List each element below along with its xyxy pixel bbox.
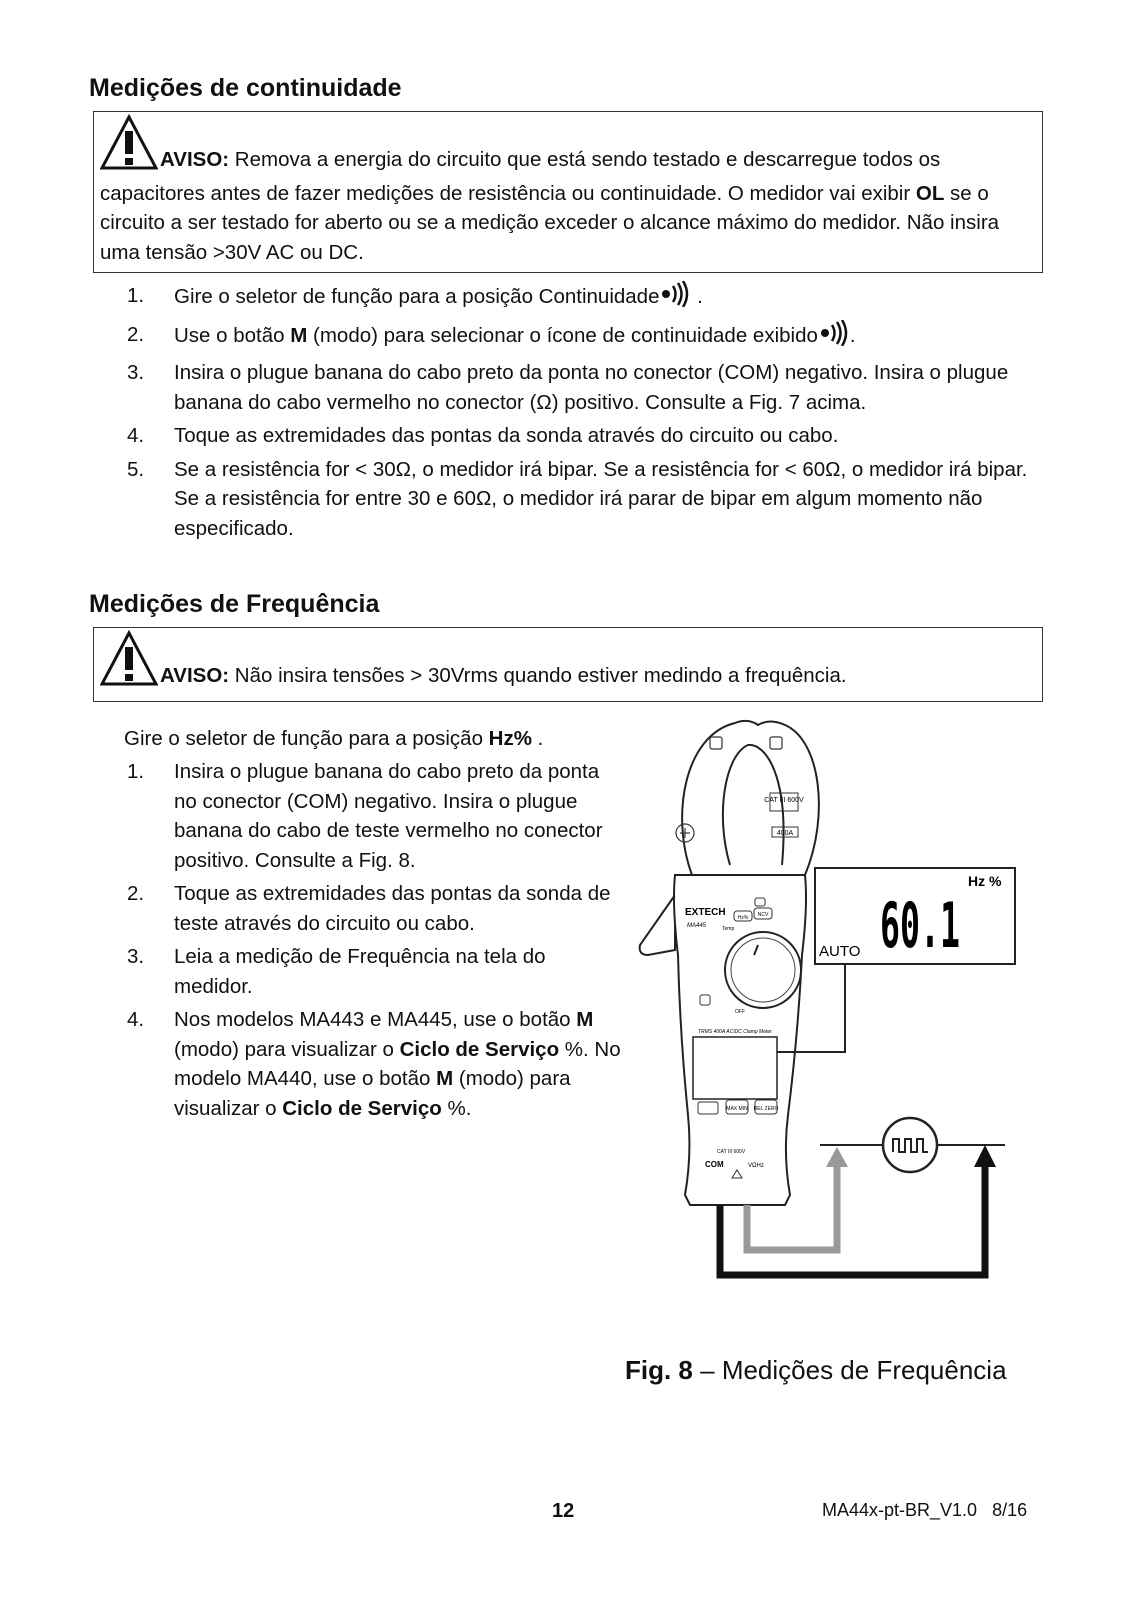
- brand-logo: EXTECH: [685, 907, 726, 918]
- figure-title: – Medições de Frequência: [692, 1355, 1007, 1385]
- step-text: Toque as extremidades das pontas da sonda através do circuito ou cabo.: [174, 424, 839, 447]
- knob-temp-label: Temp: [722, 926, 735, 932]
- amp-label: 400A: [776, 830, 794, 837]
- step-text: Gire o seletor de função para a posição Continuidade: [174, 285, 660, 308]
- figure-number: Fig. 8: [625, 1355, 693, 1385]
- lcd-value: 60.1: [880, 889, 960, 962]
- step-text: Nos modelos MA443 e MA445, use o botão M (modo) para visualizar o Ciclo de Serviço %. No modelo MA440, use o botão M (modo) para visualizar o Ciclo de Serviço %.: [174, 1008, 621, 1120]
- list-item: [92, 358, 1052, 417]
- step-text: Insira o plugue banana do cabo preto da ponta no conector (COM) negativo. Insira o plugue banana do cabo de teste vermelho no conector positivo. Consulte a Fig. 8.: [174, 760, 603, 872]
- trigger-lever: [640, 895, 675, 955]
- step-number: 2.: [127, 322, 145, 346]
- warning-text: Não insira tensões > 30Vrms quando estiver medindo a frequência.: [229, 664, 847, 687]
- step-text-mid: (modo) para selecionar o ícone de continuidade exibido: [307, 323, 818, 347]
- list-item: [92, 942, 622, 1001]
- step-text: Insira o plugue banana do cabo preto da ponta no conector (COM) negativo. Insira o plugue banana do cabo vermelho no conector (Ω) positivo. Consulte a Fig. 7 acima.: [174, 361, 1009, 414]
- section-title-continuity: Medições de continuidade: [89, 74, 402, 102]
- max-min-button: MAX MIN: [726, 1106, 748, 1112]
- list-item: [92, 1005, 622, 1123]
- ncv-button: NCV: [757, 912, 769, 918]
- list-item: [92, 879, 622, 938]
- mode-button-m: M: [290, 323, 308, 347]
- jack-positive-label: VΩHz: [748, 1163, 764, 1169]
- intro-text: Gire o seletor de função para a posição: [124, 727, 489, 750]
- clamp-meter-figure: [630, 715, 1030, 1300]
- section-title-frequency: Medições de Frequência: [89, 590, 380, 618]
- step-text: Leia a medição de Frequência na tela do medidor.: [174, 945, 546, 998]
- lcd-mode: AUTO: [819, 943, 861, 960]
- cat-label: CAT III 600V: [764, 797, 804, 804]
- step-text-end: .: [691, 285, 703, 308]
- jack-com-label: COM: [705, 1160, 724, 1169]
- step-text: Toque as extremidades das pontas da sonda de teste através do circuito ou cabo.: [174, 882, 611, 935]
- continuity-icon: [820, 320, 850, 355]
- warning-triangle-icon: [100, 114, 158, 179]
- model-label: MA445: [687, 923, 707, 929]
- frequency-steps: [92, 757, 622, 1127]
- intro-text-end: .: [531, 727, 544, 750]
- intro-hz: Hz%: [488, 727, 532, 750]
- warning-box-frequency: [93, 627, 1043, 702]
- list-item: [92, 455, 1052, 544]
- list-item: [92, 421, 1052, 451]
- step-number: 4.: [127, 1008, 145, 1031]
- warning-label: AVISO:: [160, 664, 230, 687]
- warning-text: Remova a energia do circuito que está sendo testado e descarregue todos os capacitores antes de fazer medições de resistência ou continuidade. O medidor vai exibir: [100, 148, 941, 205]
- page-number: 12: [552, 1500, 575, 1522]
- step-text: Se a resistência for < 30Ω, o medidor irá bipar. Se a resistência for < 60Ω, o medidor irá bipar. Se a resistência for entre 30 e 60Ω, o medidor irá parar de bipar em algum momento não especificado.: [174, 457, 1028, 540]
- figure-caption: [625, 1355, 1007, 1386]
- step-number: 2.: [127, 882, 145, 905]
- list-item: [92, 281, 1052, 316]
- warning-box-continuity: [93, 111, 1043, 273]
- step-number: 3.: [127, 945, 145, 968]
- hz-button: Hz%: [737, 915, 749, 921]
- step-text: Use o botão: [174, 323, 291, 347]
- step-number: 1.: [127, 284, 145, 307]
- document-id: MA44x-pt-BR_V1.0 8/16: [822, 1500, 1028, 1520]
- list-item: [92, 757, 622, 875]
- warning-text-end: se o circuito a ser testado for aberto ou se a medição exceder o alcance máximo do medidor. Não insira uma tensão >30V AC ou DC.: [100, 181, 1000, 264]
- meter-name-label: TRMS 400A AC/DC Clamp Meter: [698, 1029, 772, 1035]
- step-text-end: .: [849, 323, 856, 347]
- step-number: 1.: [127, 760, 145, 783]
- jack-cat-label: CAT III 600V: [717, 1149, 746, 1155]
- continuity-steps: [92, 281, 1052, 547]
- warning-label: AVISO:: [160, 148, 230, 171]
- continuity-icon: [661, 281, 691, 316]
- frequency-intro: [124, 727, 543, 751]
- warning-triangle-icon: [100, 630, 158, 695]
- knob-off-label: OFF: [735, 1009, 745, 1015]
- lcd-unit: Hz %: [968, 873, 1002, 889]
- step-number: 3.: [127, 361, 145, 384]
- step-number: 5.: [127, 457, 145, 481]
- list-item: [92, 320, 1052, 355]
- step-number: 4.: [127, 424, 145, 447]
- warning-ol: OL: [915, 181, 945, 205]
- rel-zero-button: REL ZERO: [753, 1106, 779, 1112]
